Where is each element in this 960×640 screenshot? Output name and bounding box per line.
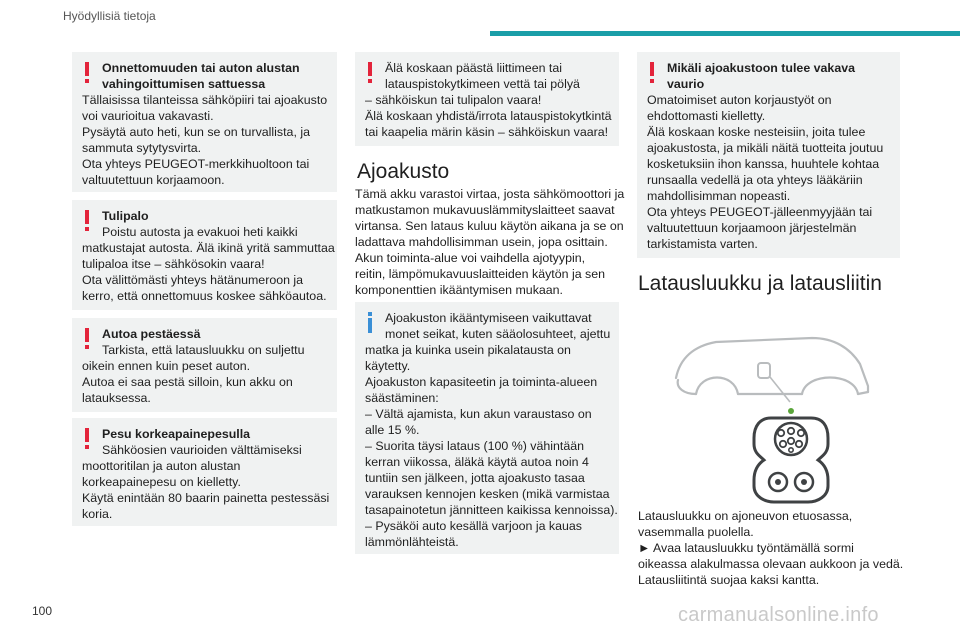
warning-body-line: latauksessa.	[82, 391, 151, 405]
info-line: tasapainotetun jännitteen kaikissa kennoissa).	[365, 503, 618, 517]
page-number: 100	[32, 604, 53, 618]
paragraph-line: vasemmalla puolella.	[638, 525, 754, 539]
info-box-battery-ageing	[355, 302, 619, 554]
watermark: carmanualsonline.info	[678, 604, 879, 626]
paragraph-line: oikeassa alakulmassa olevaan aukkoon ja vedä.	[638, 557, 904, 571]
paragraph-line: Akun toiminta-alue voi vaihdella ajotyypin,	[355, 251, 586, 265]
info-icon	[365, 311, 375, 333]
warning-body-line: Pysäytä auto heti, kun se on turvallista, ja	[82, 125, 310, 139]
section-heading-battery: Ajoakusto	[357, 160, 450, 183]
paragraph-line: Tämä akku varastoi virtaa, josta sähkömoottori ja	[355, 187, 625, 201]
info-line: – Suorita täysi lataus (100 %) vähintään	[365, 439, 585, 453]
warning-body-line: Omatoimiset auton korjaustyöt on	[647, 93, 832, 107]
warning-body-line: kosketuksiin ihon kanssa, huuhtele kohtaa	[647, 157, 880, 171]
info-line: tuntiin sen jälkeen, jotta ajoakusto tasaa	[365, 471, 585, 485]
warning-body-line: runsaalla vedellä ja ota yhteys lääkäriin	[647, 173, 863, 187]
warning-title: Autoa pestäessä	[102, 327, 201, 341]
warning-body-line: moottoritilan ja auton alustan	[82, 459, 241, 473]
warning-body-line: sammuta sytytysvirta.	[82, 141, 202, 155]
warning-icon	[82, 209, 92, 231]
charging-flap-illustration	[672, 308, 872, 504]
info-line: matka ja kuinka usein pikalatausta on	[365, 343, 571, 357]
warning-body-line: mahdollisimman nopeasti.	[647, 189, 791, 203]
warning-line: latauspistokytkimeen vettä tai pölyä	[385, 77, 580, 91]
warning-title-line: vahingoittumisen sattuessa	[102, 77, 266, 91]
warning-title: Pesu korkeapainepesulla	[102, 427, 251, 441]
warning-box-pressure-washing	[72, 418, 337, 526]
header-section-title: Hyödyllisiä tietoja	[63, 9, 156, 23]
warning-body-line: oikein ennen kuin peset auton.	[82, 359, 251, 373]
pointer-line	[770, 377, 790, 402]
warning-body-line: tarkistamista varten.	[647, 237, 758, 251]
section-heading-charging-flap: Latausluukku ja latausliitin	[638, 272, 882, 295]
warning-body-line: Ota yhteys PEUGEOT-merkkihuoltoon tai	[82, 157, 310, 171]
warning-icon	[365, 61, 375, 83]
charging-flap-paragraph	[638, 508, 904, 588]
warning-title-line: Mikäli ajoakustoon tulee vakava	[667, 61, 856, 75]
warning-body-line: Poistu autosta ja evakuoi heti kaikki	[102, 225, 298, 239]
paragraph-line: Latausliitintä suojaa kaksi kantta.	[638, 573, 820, 587]
warning-body-line: valtuutettuun korjaamoon järjestelmän	[647, 221, 857, 235]
warning-line: Älä koskaan päästä liittimeen tai	[385, 61, 563, 75]
warning-body-line: ehdottomasti kielletty.	[647, 109, 766, 123]
warning-body-line: valtuutettuun korjaamoon.	[82, 173, 225, 187]
warning-line: – sähköiskun tai tulipalon vaara!	[365, 93, 542, 107]
warning-body-line: Ota välittömästi yhteys hätänumeroon ja	[82, 273, 304, 287]
indicator-light-icon	[788, 408, 794, 414]
charging-socket-icon	[754, 418, 828, 502]
warning-icon	[82, 61, 92, 83]
warning-line: Älä koskaan yhdistä/irrota latauspistokytkintä	[365, 109, 612, 123]
warning-body-line: ajoakustosta, ja mikäli näitä tuotteita joutuu	[647, 141, 884, 155]
warning-box-battery-damage	[637, 52, 900, 258]
warning-line: tai kaapelia märin käsin – sähköiskun vaara!	[365, 125, 609, 139]
paragraph-line: reitin, lämpömukavuuslaitteiden käytön ja sen	[355, 267, 606, 281]
warning-body-line: Tällaisissa tilanteissa sähköpiiri tai ajoakusto	[82, 93, 328, 107]
warning-body-line: Autoa ei saa pestä silloin, kun akku on	[82, 375, 293, 389]
info-line: Ajoakuston ikääntymiseen vaikuttavat	[385, 311, 592, 325]
warning-body-line: matkustajat autosta. Älä ikinä yritä sammuttaa	[82, 241, 335, 255]
warning-box-washing	[72, 318, 337, 412]
info-line: Ajoakuston kapasiteetin ja toiminta-alueen	[365, 375, 598, 389]
info-line: – Pysäköi auto kesällä varjoon ja kauas	[365, 519, 582, 533]
warning-body-line: Ota yhteys PEUGEOT-jälleenmyyjään tai	[647, 205, 873, 219]
warning-body-line: korkeapainepesu on kielletty.	[82, 475, 241, 489]
info-line: varauksen kennojen kesken (mikä varmistaa	[365, 487, 610, 501]
paragraph-line: komponenttien ikääntymisen mukaan.	[355, 283, 564, 297]
info-line: lämmönlähteistä.	[365, 535, 459, 549]
warning-icon	[82, 427, 92, 449]
charging-flap-icon	[758, 363, 770, 378]
paragraph-line: matkustamon mukavuuslämmityslaitteet saavat	[355, 203, 615, 217]
warning-icon	[647, 61, 657, 83]
warning-body-line: koria.	[82, 507, 113, 521]
warning-body-line: Sähköosien vaurioiden välttämiseksi	[102, 443, 302, 457]
warning-box-water-dust	[355, 52, 619, 146]
vehicle-front-outline	[676, 338, 868, 394]
warning-body-line: voi vaurioitua vakavasti.	[82, 109, 214, 123]
paragraph-line: virtansa. Sen lataus kuluu käytön aikana ja se on	[355, 219, 624, 233]
warning-body-line: Tarkista, että latausluukku on suljettu	[102, 343, 305, 357]
warning-box-fire	[72, 200, 337, 310]
info-line: – Vältä ajamista, kun akun varaustaso on	[365, 407, 592, 421]
info-line: monet seikat, kuten sääolosuhteet, ajettu	[385, 327, 611, 341]
warning-title-line: Onnettomuuden tai auton alustan	[102, 61, 300, 75]
battery-paragraph	[355, 186, 625, 298]
paragraph-line: Latausluukku on ajoneuvon etuosassa,	[638, 509, 853, 523]
warning-icon	[82, 327, 92, 349]
warning-body-line: Käytä enintään 80 baarin painetta pestessäsi	[82, 491, 330, 505]
warning-body-line: kerro, että onnettomuus koskee sähköautoa.	[82, 289, 327, 303]
warning-body-line: Älä koskaan koske nesteisiin, joita tulee	[647, 125, 866, 139]
warning-body-line: tulipaloa itse – sähkösokin vaara!	[82, 257, 265, 271]
info-line: alle 15 %.	[365, 423, 420, 437]
instruction-line: ► Avaa latausluukku työntämällä sormi	[638, 541, 854, 555]
info-line: käytetty.	[365, 359, 411, 373]
warning-title: Tulipalo	[102, 209, 149, 223]
warning-title-line: vaurio	[667, 77, 705, 91]
warning-box-accident	[72, 52, 337, 192]
info-line: kerran viikossa, äläkä käytä autoa noin 4	[365, 455, 589, 469]
header-accent-bar	[490, 31, 960, 36]
paragraph-line: ladattava mahdollisimman usein, jopa osittain.	[355, 235, 608, 249]
info-line: säästäminen:	[365, 391, 439, 405]
